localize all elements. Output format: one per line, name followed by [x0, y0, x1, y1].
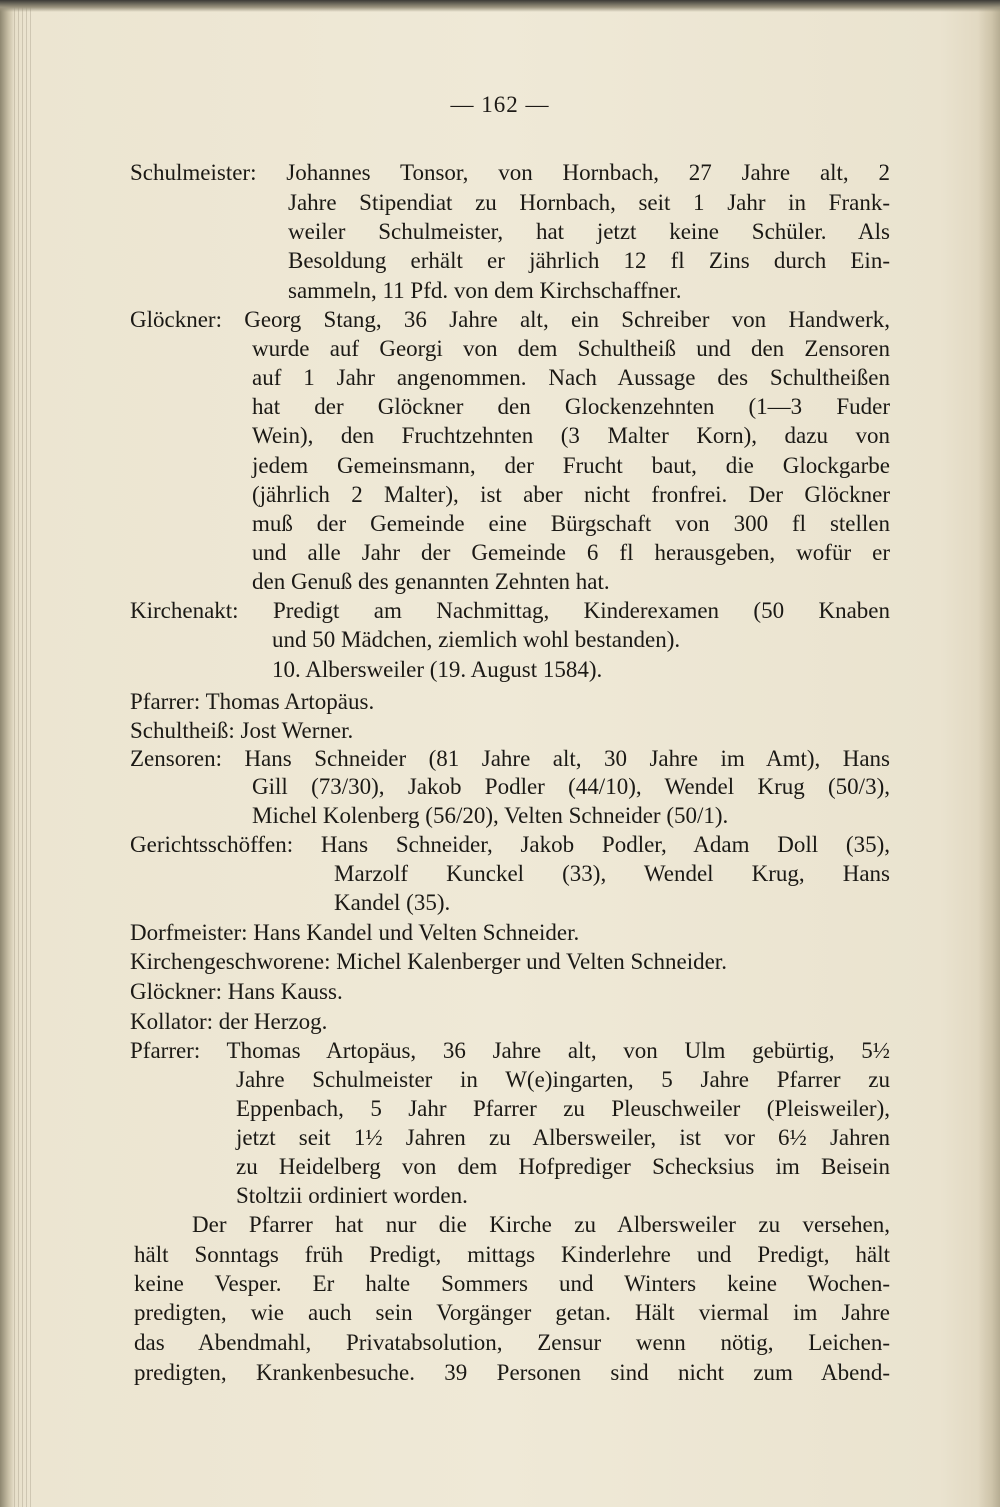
text-line: Der Pfarrer hat nur die Kirche zu Albersweiler zu versehen, — [192, 1212, 890, 1237]
text-line: Besoldung erhält er jährlich 12 fl Zins durch Ein- — [288, 248, 890, 273]
text-line: Kirchengeschworene: Michel Kalenberger und Velten Schneider. — [130, 949, 727, 974]
text-line: hält Sonntags früh Predigt, mittags Kinderlehre und Predigt, hält — [134, 1242, 890, 1267]
text-line: zu Heidelberg von dem Hofprediger Schecksius im Beisein — [236, 1154, 890, 1179]
text-line: jedem Gemeinsmann, der Frucht baut, die Glockgarbe — [252, 453, 890, 478]
text-line: und 50 Mädchen, ziemlich wohl bestanden). — [272, 627, 681, 652]
page-number: — 162 — — [450, 92, 550, 117]
text-line: predigten, Krankenbesuche. 39 Personen sind nicht zum Abend- — [134, 1360, 890, 1385]
text-line: Pfarrer: Thomas Artopäus. — [130, 689, 375, 714]
text-line: Jahre Schulmeister in W(e)ingarten, 5 Jahre Pfarrer zu — [236, 1067, 890, 1092]
text-line: Stoltzii ordiniert worden. — [236, 1183, 468, 1208]
text-line: weiler Schulmeister, hat jetzt keine Schüler. Als — [288, 219, 890, 244]
text-line: auf 1 Jahr angenommen. Nach Aussage des Schultheißen — [252, 365, 890, 390]
text-line: keine Vesper. Er halte Sommers und Winters keine Wochen- — [134, 1271, 890, 1296]
text-line: jetzt seit 1½ Jahren zu Albersweiler, ist vor 6½ Jahren — [236, 1125, 890, 1150]
text-line: 10. Albersweiler (19. August 1584). — [272, 657, 603, 682]
text-line: Dorfmeister: Hans Kandel und Velten Schneider. — [130, 920, 580, 945]
text-line: hat der Glöckner den Glockenzehnten (1—3 Fuder — [252, 394, 890, 419]
text-line: Glöckner: Hans Kauss. — [130, 979, 343, 1004]
text-line: Wein), den Fruchtzehnten (3 Malter Korn), dazu von — [252, 423, 890, 448]
text-line: Schulmeister: Johannes Tonsor, von Hornbach, 27 Jahre alt, 2 — [130, 160, 890, 185]
text-line: Gerichtsschöffen: Hans Schneider, Jakob Podler, Adam Doll (35), — [130, 832, 890, 857]
text-line: Marzolf Kunckel (33), Wendel Krug, Hans — [334, 861, 890, 886]
text-line: predigten, wie auch sein Vorgänger getan. Hält viermal im Jahre — [134, 1300, 890, 1325]
text-line: muß der Gemeinde eine Bürgschaft von 300 fl stellen — [252, 511, 890, 536]
text-line: sammeln, 11 Pfd. von dem Kirchschaffner. — [288, 278, 682, 303]
text-line: Jahre Stipendiat zu Hornbach, seit 1 Jahr in Frank- — [288, 190, 890, 215]
text-line: Kollator: der Herzog. — [130, 1009, 328, 1034]
text-line: Eppenbach, 5 Jahr Pfarrer zu Pleuschweiler (Pleisweiler), — [236, 1096, 890, 1121]
text-line: Zensoren: Hans Schneider (81 Jahre alt, 30 Jahre im Amt), Hans — [130, 746, 890, 771]
text-line: Michel Kolenberg (56/20), Velten Schneider (50/1). — [252, 803, 729, 828]
text-line: und alle Jahr der Gemeinde 6 fl herausgeben, wofür er — [252, 540, 890, 565]
text-line: (jährlich 2 Malter), ist aber nicht fronfrei. Der Glöckner — [252, 482, 890, 507]
text-line: Gill (73/30), Jakob Podler (44/10), Wendel Krug (50/3), — [252, 774, 890, 799]
text-line: Pfarrer: Thomas Artopäus, 36 Jahre alt, von Ulm gebürtig, 5½ — [130, 1038, 890, 1063]
text-line: das Abendmahl, Privatabsolution, Zensur wenn nötig, Leichen- — [134, 1330, 890, 1355]
text-line: wurde auf Georgi von dem Schultheiß und den Zensoren — [252, 336, 890, 361]
text-line: Kirchenakt: Predigt am Nachmittag, Kinderexamen (50 Knaben — [130, 598, 890, 623]
text-line: Glöckner: Georg Stang, 36 Jahre alt, ein Schreiber von Handwerk, — [130, 307, 890, 332]
text-line: den Genuß des genannten Zehnten hat. — [252, 569, 610, 594]
text-line: Schultheiß: Jost Werner. — [130, 718, 354, 743]
text-line: Kandel (35). — [334, 890, 451, 915]
